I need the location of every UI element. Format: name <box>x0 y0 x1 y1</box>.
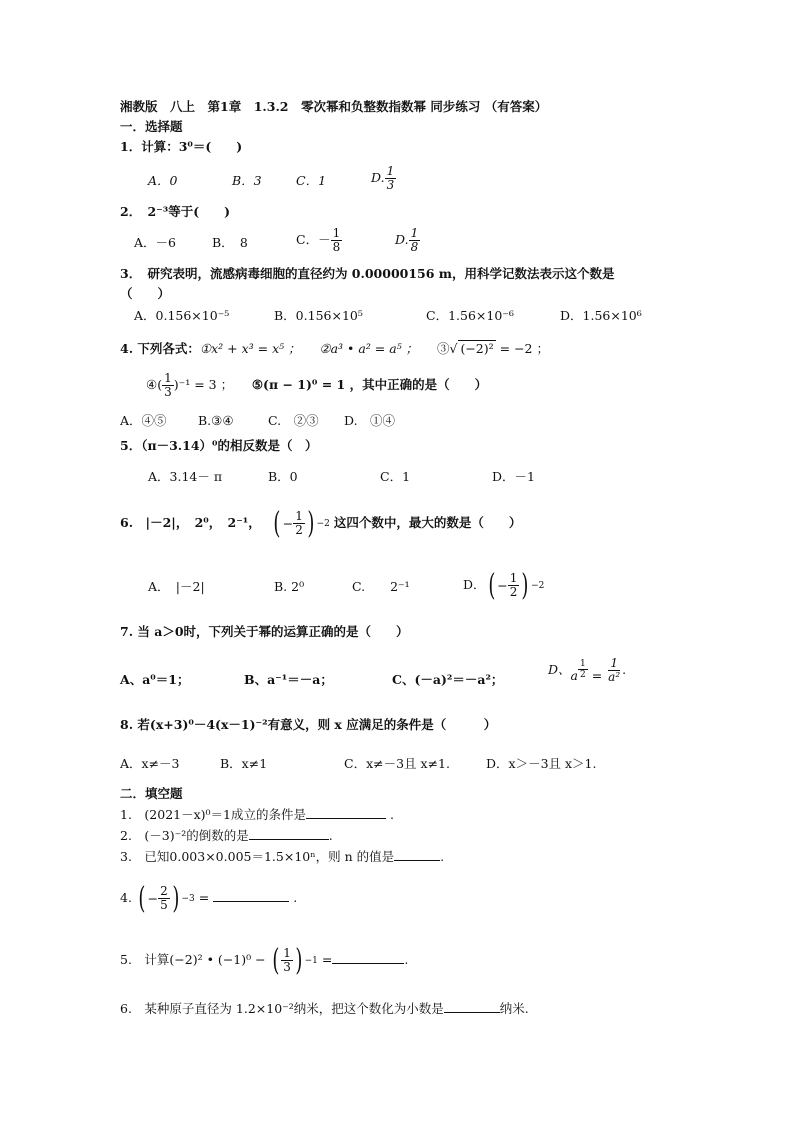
page-title: 湘教版 八上 第1章 1.3.2 零次幂和负整数指数幂 同步练习 （有答案） <box>120 99 548 114</box>
q4-option-d: D. ①④ <box>344 413 396 428</box>
question-6-stem: 6. |－2|， 2⁰， 2⁻¹， ( − $\frac{1}{2}$ ) −2 这四个数中，最大的数是（ ） <box>120 505 522 541</box>
fill-4-blank[interactable] <box>213 889 289 902</box>
q4-option-b: B.③④ <box>198 413 234 428</box>
fill-3-blank[interactable] <box>394 848 440 861</box>
fill-5: 5. 计算(−2)² • (−1)⁰ − ( $\frac{1}{3}$ ) −1 = . <box>120 942 409 978</box>
q7-option-d: D、a $\frac{1}{2}$ = $\frac{1}{\text{a²}}$ . <box>548 656 627 684</box>
fill-1: 1. (2021－x)⁰＝1成立的条件是 . <box>120 807 394 822</box>
question-5-stem: 5．（π－3.14）⁰的相反数是（ ） <box>120 438 318 453</box>
q2-option-c: C．－ $\frac{1}{8}$ <box>296 226 341 254</box>
question-7-stem: 7. 当 a＞0时，下列关于幂的运算正确的是（ ） <box>120 624 409 639</box>
question-3-stem-cont: （ ） <box>120 286 171 301</box>
q6-option-c: C. 2⁻¹ <box>352 579 410 594</box>
q4-option-a: A．④⑤ <box>120 413 167 428</box>
section-fill-heading: 二．填空题 <box>120 786 183 801</box>
q6-option-a: A． |－2| <box>148 579 205 594</box>
q8-option-d: D．x＞－3且 x＞1. <box>486 756 597 771</box>
q8-option-b: B．x≠1 <box>220 756 268 771</box>
q5-option-b: B．0 <box>268 469 298 484</box>
question-3-stem: 3． 研究表明，流感病毒细胞的直径约为 0.00000156 m，用科学记数法表示这个数是 <box>120 266 615 281</box>
q1-option-a: A．0 <box>148 173 178 188</box>
q5-option-d: D．－1 <box>492 469 535 484</box>
q1-option-d: D. $\frac{1}{3}$ <box>371 164 395 192</box>
q6-option-b: B. 2⁰ <box>274 579 305 594</box>
q3-option-b: B．0.156×10⁵ <box>274 308 363 323</box>
fill-2-blank[interactable] <box>249 827 329 840</box>
question-4-stem-cont: ④( $\frac{1}{3}$ )⁻¹ = 3 ； ⑤(π − 1)⁰ = 1 ，其中正确的是（ ） <box>146 371 488 399</box>
q7-option-a: A、a⁰＝1； <box>120 672 190 687</box>
fill-4: 4. ( − $\frac{2}{5}$ ) −3 = . <box>120 880 298 916</box>
fill-6-blank[interactable] <box>444 1000 500 1013</box>
q5-option-a: A．3.14－ π <box>148 469 223 484</box>
q8-option-a: A．x≠－3 <box>120 756 180 771</box>
q8-option-c: C．x≠－3且 x≠1. <box>344 756 450 771</box>
question-4-stem: 4. 下列各式：①x² + x³ = x⁵ ； ②a³ • a² = a⁵ ； ③√ (−2)² = −2 ； <box>120 341 549 356</box>
q2-option-d: D. $\frac{1}{8}$ <box>395 226 419 254</box>
q4-option-c: C. ②③ <box>268 413 319 428</box>
fill-1-blank[interactable] <box>306 806 386 819</box>
q7-option-b: B、a⁻¹＝－a； <box>244 672 333 687</box>
q3-option-d: D．1.56×10⁶ <box>560 308 642 323</box>
q1-option-b: B．3 <box>232 173 262 188</box>
question-2-stem: 2． 2⁻³等于( ) <box>120 204 231 219</box>
q3-option-c: C．1.56×10⁻⁶ <box>426 308 514 323</box>
fill-5-blank[interactable] <box>332 951 404 964</box>
q5-option-c: C．1 <box>380 469 411 484</box>
q2-option-a: A．－6 <box>134 235 176 250</box>
fill-3: 3. 已知0.003×0.005＝1.5×10ⁿ，则 n 的值是 . <box>120 849 445 864</box>
fill-6: 6. 某种原子直径为 1.2×10⁻²纳米，把这个数化为小数是 纳米. <box>120 1001 529 1016</box>
q3-option-a: A．0.156×10⁻⁵ <box>134 308 230 323</box>
fill-2: 2. (－3)⁻²的倒数的是 . <box>120 828 333 843</box>
q2-option-b: B． 8 <box>212 235 248 250</box>
question-8-stem: 8. 若(x+3)⁰－4(x－1)⁻²有意义，则 x 应满足的条件是（ ） <box>120 717 497 732</box>
q7-option-c: C、(－a)²＝－a²； <box>392 672 504 687</box>
q6-option-d: D． ( − $\frac{1}{2}$ ) −2 <box>463 567 545 603</box>
section-choice-heading: 一．选择题 <box>120 119 183 134</box>
q1-option-c: C．1 <box>296 173 327 188</box>
question-1-stem: 1．计算：3⁰＝( ) <box>120 139 243 154</box>
